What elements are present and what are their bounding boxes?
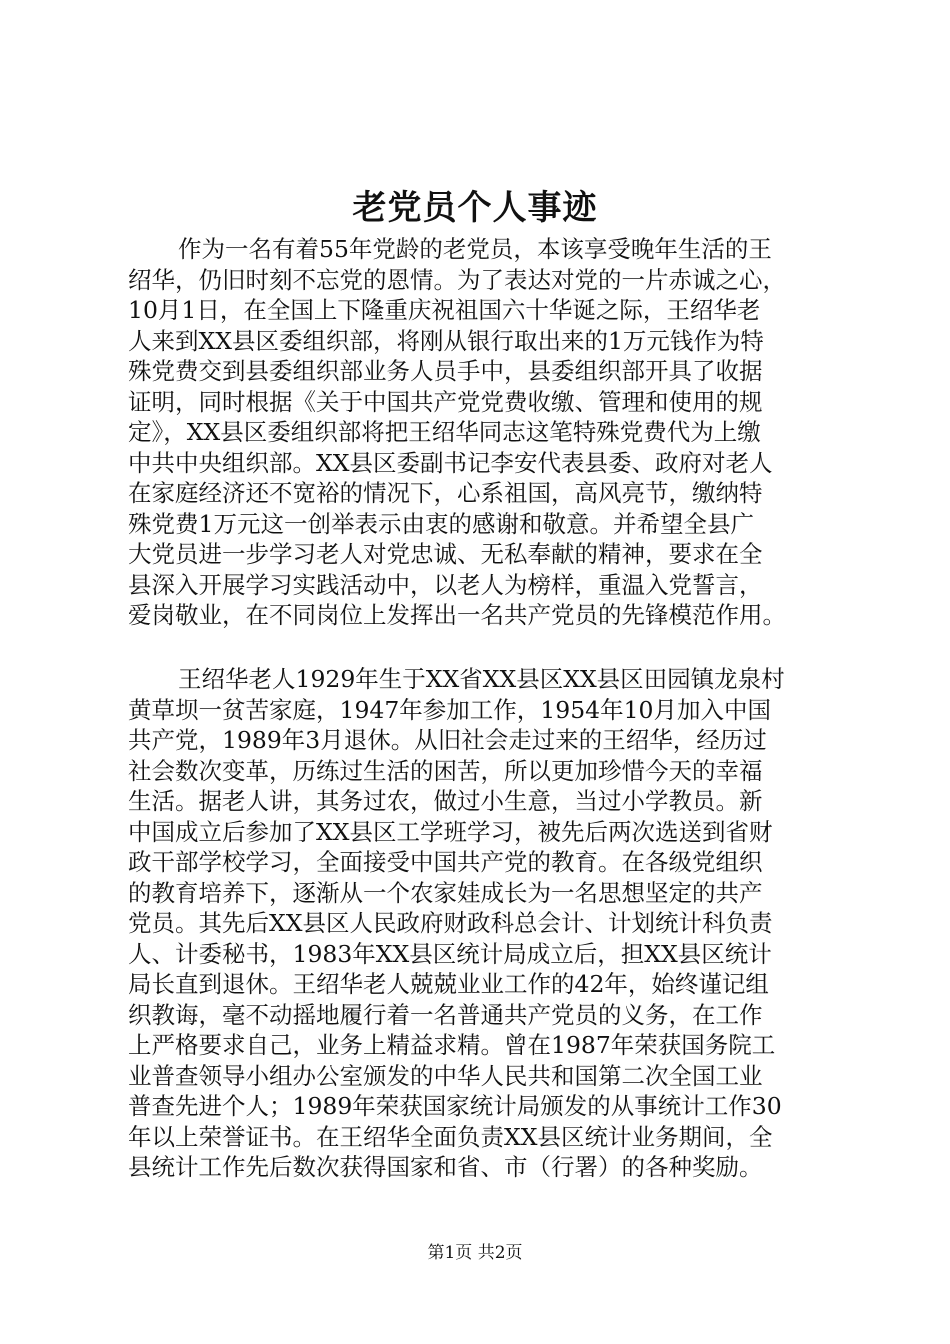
paragraph-line: 县统计工作先后数次获得国家和省、市（行署）的各种奖励。	[128, 1153, 763, 1181]
paragraph-line: 10月1日，在全国上下隆重庆祝祖国六十华诞之际，王绍华老	[128, 296, 761, 324]
paragraph-line: 党员。其先后XX县区人民政府财政科总会计、计划统计科负责	[128, 909, 773, 937]
paragraph-line: 作为一名有着55年党龄的老党员，本该享受晚年生活的王	[178, 235, 772, 263]
paragraph-line: 普查先进个人；1989年荣获国家统计局颁发的从事统计工作30	[128, 1092, 782, 1120]
paragraph-line: 年以上荣誉证书。在王绍华全面负责XX县区统计业务期间，全	[128, 1122, 773, 1151]
page-footer: 第1页 共2页	[427, 1243, 523, 1263]
paragraph-2	[128, 664, 854, 1183]
paragraph-line: 局长直到退休。王绍华老人兢兢业业工作的42年，始终谨记组	[128, 970, 769, 998]
paragraph-line: 绍华，仍旧时刻不忘党的恩情。为了表达对党的一片赤诚之心，	[128, 265, 786, 294]
paragraph-line: 人、计委秘书，1983年XX县区统计局成立后，担XX县区统计	[128, 939, 772, 968]
paragraph-line: 证明，同时根据《关于中国共产党党费收缴、管理和使用的规	[128, 387, 763, 416]
paragraph-line: 殊党费1万元这一创举表示由衷的感谢和敬意。并希望全县广	[128, 509, 754, 538]
paragraph-line: 政干部学校学习，全面接受中国共产党的教育。在各级党组织	[128, 848, 763, 876]
paragraph-line: 社会数次变革，历练过生活的困苦，所以更加珍惜今天的幸福	[128, 756, 763, 785]
paragraph-line: 在家庭经济还不宽裕的情况下，心系祖国，高风亮节，缴纳特	[128, 479, 763, 507]
paragraph-line: 的教育培养下，逐渐从一个农家娃成长为一名思想坚定的共产	[128, 878, 763, 907]
paragraph-line: 殊党费交到县委组织部业务人员手中，县委组织部开具了收据	[128, 357, 763, 385]
paragraph-line: 王绍华老人1929年生于XX省XX县区XX县区田园镇龙泉村	[178, 665, 785, 693]
document-title: 老党员个人事迹	[352, 188, 598, 228]
paragraph-line: 生活。据老人讲，其务过农，做过小生意，当过小学教员。新	[128, 787, 763, 815]
paragraph-line: 织教诲，毫不动摇地履行着一名普通共产党员的义务，在工作	[128, 1000, 763, 1029]
paragraph-line: 共产党，1989年3月退休。从旧社会走过来的王绍华，经历过	[128, 726, 767, 754]
paragraph-line: 县深入开展学习实践活动中，以老人为榜样，重温入党誓言，	[128, 570, 763, 599]
paragraph-line: 中国成立后参加了XX县区工学班学习，被先后两次选送到省财	[128, 817, 773, 846]
paragraph-line: 大党员进一步学习老人对党忠诚、无私奉献的精神，要求在全	[128, 540, 763, 568]
paragraph-1	[128, 234, 854, 631]
paragraph-line: 定》，XX县区委组织部将把王绍华同志这笔特殊党费代为上缴	[128, 418, 761, 446]
paragraph-line: 人来到XX县区委组织部，将刚从银行取出来的1万元钱作为特	[128, 326, 764, 355]
paragraph-line: 中共中央组织部。XX县区委副书记李安代表县委、政府对老人	[128, 448, 773, 477]
paragraph-line: 黄草坝一贫苦家庭，1947年参加工作，1954年10月加入中国	[128, 695, 772, 724]
paragraph-line: 上严格要求自己，业务上精益求精。曾在1987年荣获国务院工	[128, 1031, 776, 1059]
paragraph-line: 业普查领导小组办公室颁发的中华人民共和国第二次全国工业	[128, 1061, 763, 1090]
paragraph-line: 爱岗敬业，在不同岗位上发挥出一名共产党员的先锋模范作用。	[128, 601, 786, 629]
